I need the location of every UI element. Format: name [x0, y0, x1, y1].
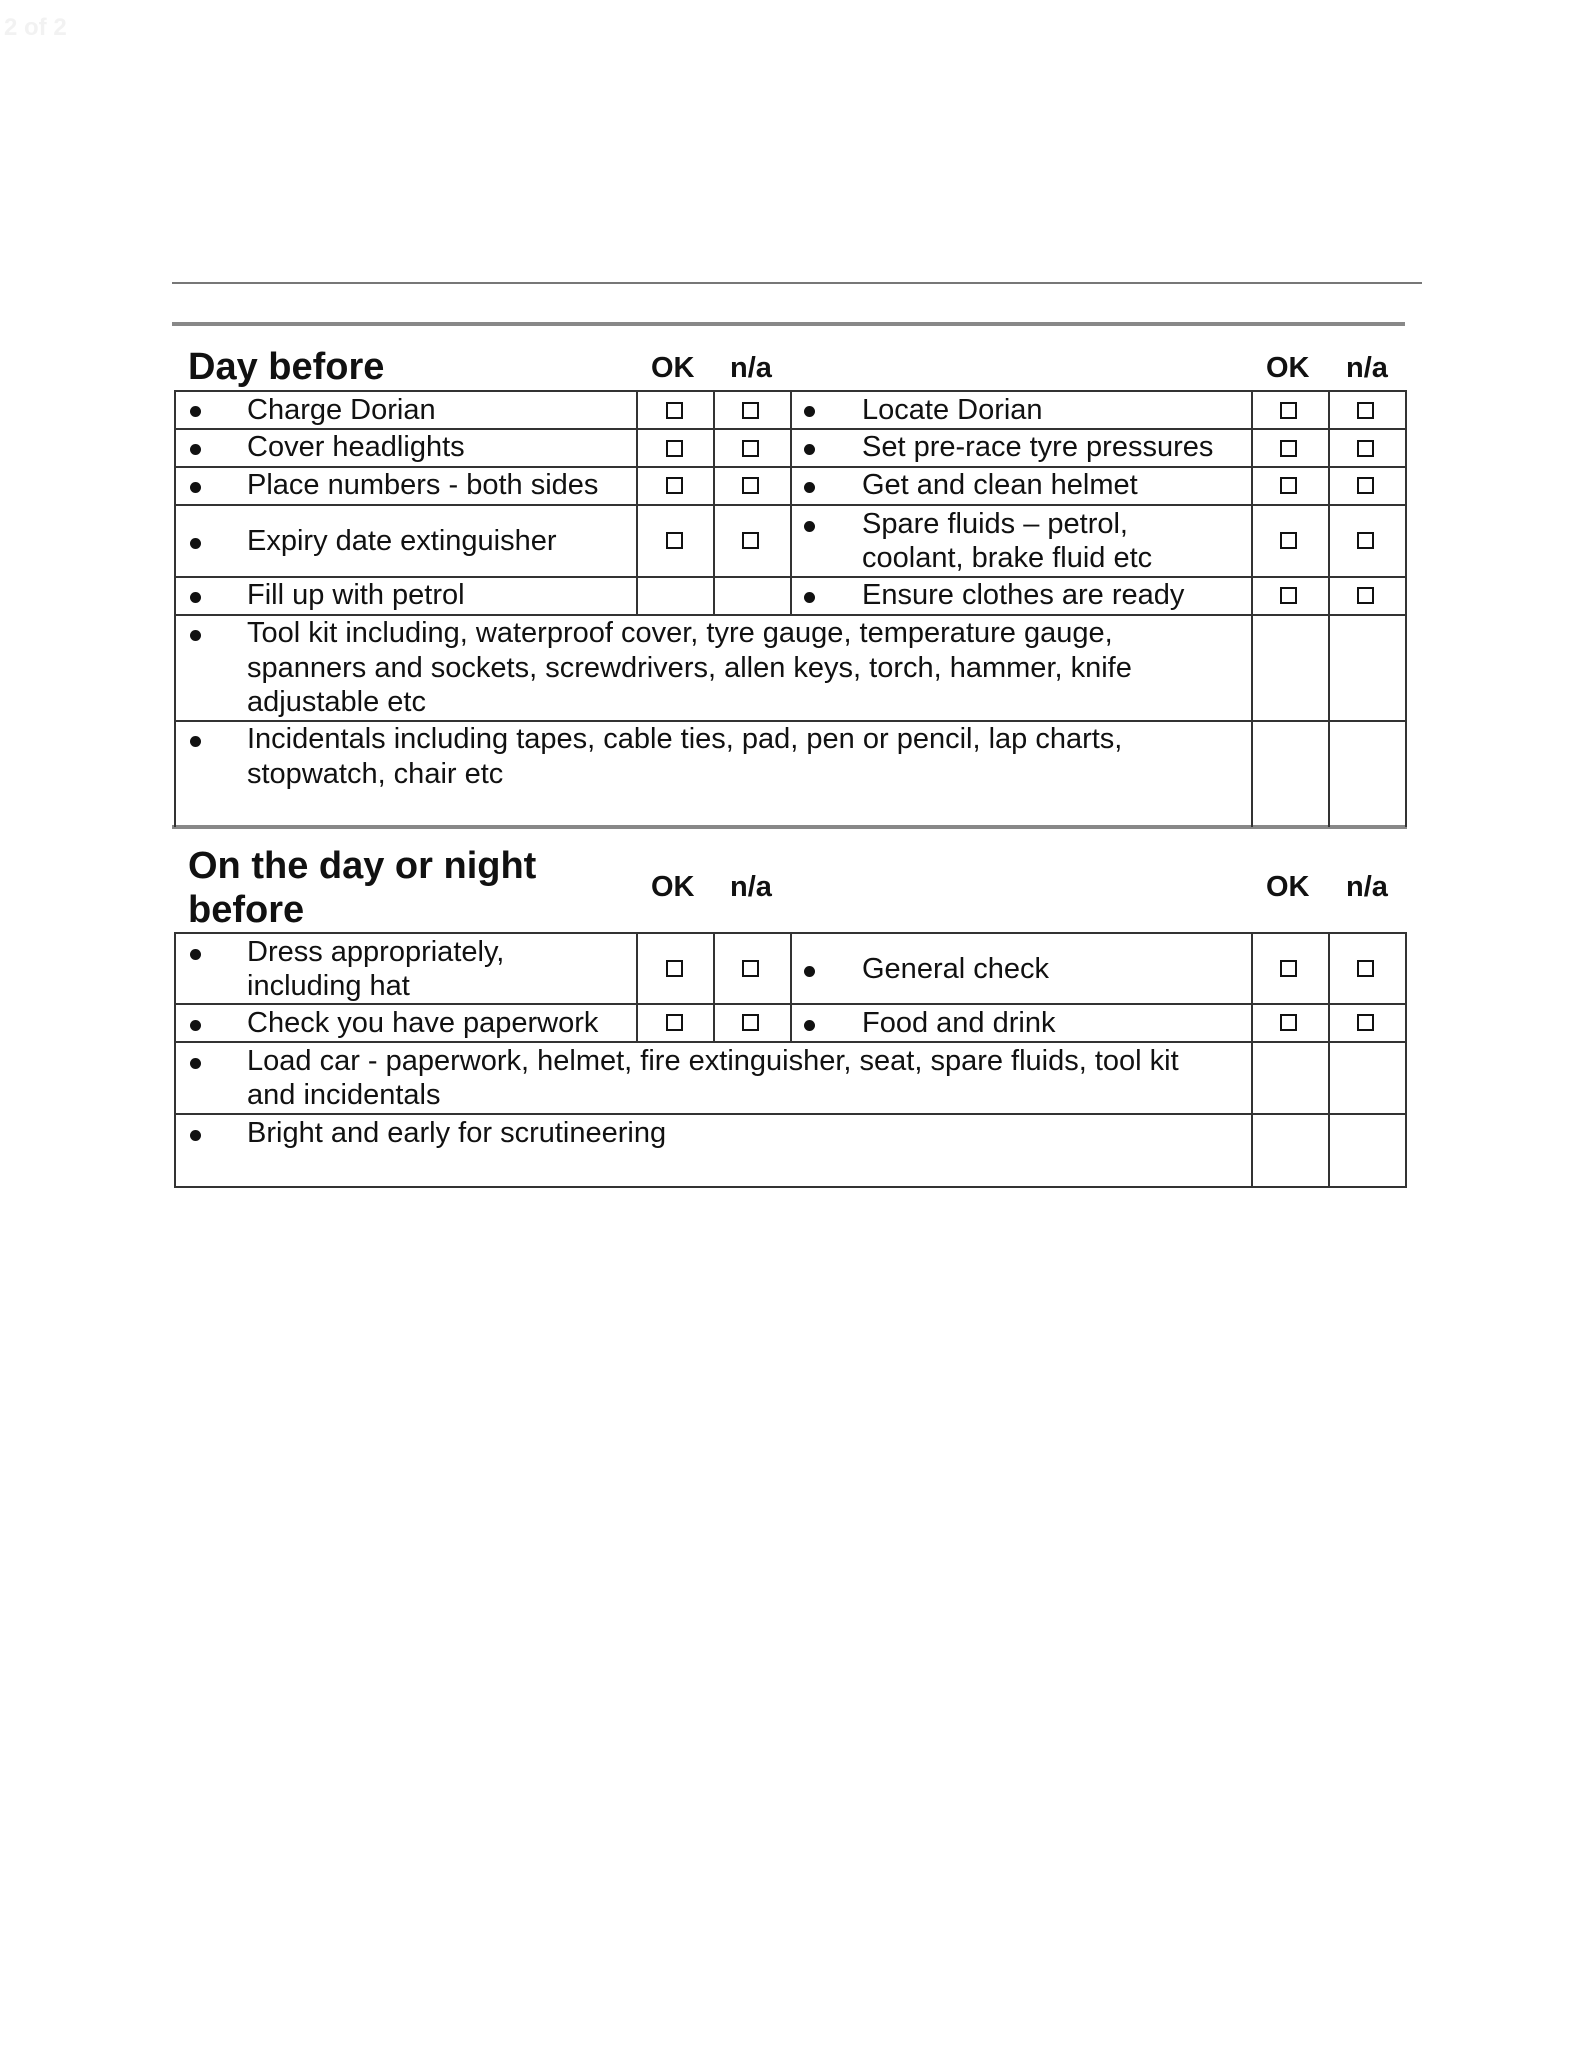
header-rule [172, 282, 1422, 284]
section1-title: Day before [188, 346, 385, 388]
na-checkbox[interactable] [742, 440, 759, 457]
item-dress-line1: Dress appropriately, [247, 936, 505, 968]
na-checkbox[interactable] [1357, 532, 1374, 549]
bullet [804, 444, 815, 455]
ok-checkbox[interactable] [1280, 477, 1297, 494]
bullet [190, 1058, 201, 1069]
ok-checkbox[interactable] [1280, 440, 1297, 457]
ok-checkbox[interactable] [666, 1014, 683, 1031]
item-clothes-ready: Ensure clothes are ready [862, 579, 1185, 611]
section1-top-rule [172, 322, 1405, 326]
na-checkbox[interactable] [742, 1014, 759, 1031]
ok-checkbox[interactable] [666, 402, 683, 419]
item-locate-dorian: Locate Dorian [862, 394, 1043, 426]
section2-title-line1: On the day or night [188, 845, 537, 887]
bullet [190, 406, 201, 417]
item-tool-kit-line3: adjustable etc [247, 686, 426, 718]
item-tool-kit-line1: Tool kit including, waterproof cover, tyre gauge, temperature gauge, [247, 617, 1113, 649]
ok-checkbox[interactable] [666, 960, 683, 977]
bullet [804, 1020, 815, 1031]
bullet [804, 592, 815, 603]
bullet [190, 949, 201, 960]
table2-col-line [1251, 932, 1253, 1188]
ok-checkbox[interactable] [1280, 587, 1297, 604]
ok-checkbox[interactable] [666, 440, 683, 457]
bullet [190, 538, 201, 549]
section1-na-header-left: n/a [730, 352, 772, 384]
table1-col-line [636, 390, 638, 615]
na-checkbox[interactable] [742, 402, 759, 419]
section2-ok-header-left: OK [651, 871, 695, 903]
table2-col-line [636, 932, 638, 1043]
na-checkbox[interactable] [1357, 587, 1374, 604]
na-checkbox[interactable] [1357, 440, 1374, 457]
na-checkbox[interactable] [742, 532, 759, 549]
section2-title-line2: before [188, 889, 305, 931]
table1-col-line [713, 390, 715, 615]
ok-checkbox[interactable] [666, 477, 683, 494]
item-load-car-line2: and incidentals [247, 1079, 441, 1111]
table2-line [174, 1113, 1406, 1115]
item-charge-dorian: Charge Dorian [247, 394, 436, 426]
table1-col-line [1405, 390, 1407, 827]
item-incidentals-line1: Incidentals including tapes, cable ties, pad, pen or pencil, lap charts, [247, 723, 1123, 755]
table2-col-line [1405, 932, 1407, 1188]
bullet [190, 1130, 201, 1141]
table1-col-line [1251, 390, 1253, 827]
item-paperwork: Check you have paperwork [247, 1007, 599, 1039]
item-food-drink: Food and drink [862, 1007, 1056, 1039]
na-checkbox[interactable] [1357, 960, 1374, 977]
item-tool-kit-line2: spanners and sockets, screwdrivers, allen keys, torch, hammer, knife [247, 652, 1132, 684]
na-checkbox[interactable] [742, 960, 759, 977]
table1-col-line [174, 390, 176, 827]
item-load-car-line1: Load car - paperwork, helmet, fire extinguisher, seat, spare fluids, tool kit [247, 1045, 1179, 1077]
table2-col-line [174, 932, 176, 1188]
section2-na-header-left: n/a [730, 871, 772, 903]
item-general-check: General check [862, 953, 1049, 985]
item-bright-early: Bright and early for scrutineering [247, 1117, 667, 1149]
bullet [190, 1020, 201, 1031]
bullet [804, 406, 815, 417]
table1-col-line [790, 390, 792, 615]
bullet [804, 966, 815, 977]
table2-col-line [790, 932, 792, 1043]
bullet [190, 592, 201, 603]
table2-col-line [1328, 932, 1330, 1188]
section1-ok-header-left: OK [651, 352, 695, 384]
item-incidentals-line2: stopwatch, chair etc [247, 758, 504, 790]
section1-ok-header-right: OK [1266, 352, 1310, 384]
na-checkbox[interactable] [1357, 402, 1374, 419]
page-number-tag: 2 of 2 [4, 14, 67, 41]
ok-checkbox[interactable] [1280, 960, 1297, 977]
bullet [190, 630, 201, 641]
item-fill-up-petrol: Fill up with petrol [247, 579, 465, 611]
item-dress-line2: including hat [247, 970, 410, 1002]
table2-line [174, 1186, 1406, 1188]
bullet [190, 482, 201, 493]
table1-line [174, 720, 1406, 722]
ok-checkbox[interactable] [666, 532, 683, 549]
item-tyre-pressures: Set pre-race tyre pressures [862, 431, 1214, 463]
ok-checkbox[interactable] [1280, 402, 1297, 419]
section2-na-header-right: n/a [1346, 871, 1388, 903]
na-checkbox[interactable] [742, 477, 759, 494]
bullet [804, 482, 815, 493]
section1-na-header-right: n/a [1346, 352, 1388, 384]
na-checkbox[interactable] [1357, 477, 1374, 494]
ok-checkbox[interactable] [1280, 532, 1297, 549]
table2-col-line [713, 932, 715, 1043]
table1-bottom-rule [172, 825, 1407, 829]
bullet [190, 736, 201, 747]
section2-ok-header-right: OK [1266, 871, 1310, 903]
item-spare-fluids-line1: Spare fluids – petrol, [862, 508, 1128, 540]
na-checkbox[interactable] [1357, 1014, 1374, 1031]
item-cover-headlights: Cover headlights [247, 431, 465, 463]
bullet [804, 521, 815, 532]
bullet [190, 444, 201, 455]
item-spare-fluids-line2: coolant, brake fluid etc [862, 542, 1153, 574]
ok-checkbox[interactable] [1280, 1014, 1297, 1031]
table1-col-line [1328, 390, 1330, 827]
item-clean-helmet: Get and clean helmet [862, 469, 1138, 501]
item-place-numbers: Place numbers - both sides [247, 469, 599, 501]
item-expiry-date: Expiry date extinguisher [247, 525, 557, 557]
